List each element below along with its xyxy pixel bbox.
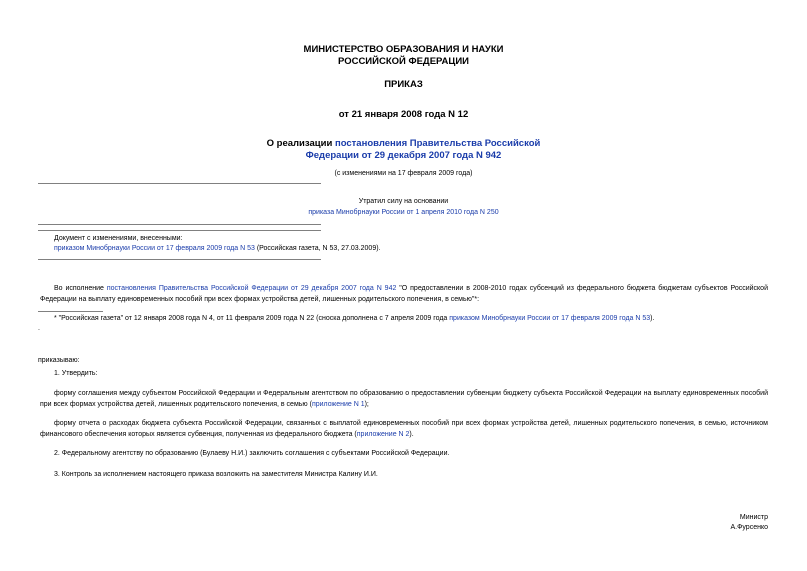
intro-rest: "О предоставлении в 2008-2010 годах субсенций из федерального бюджета бюджетам субъектов Российской Федерации на выплату единовременных пособий при всех формах устройства детей, лишенных родительского попечения, в семью"*: xyxy=(40,285,768,303)
footnote xyxy=(54,315,654,322)
item-2: 2. Федеральному агентству по образованию (Булаеву Н.И.) заключить соглашения с субъектами Российской Федерации. xyxy=(54,450,450,457)
item-3: 3. Контроль за исполнением настоящего приказа возложить на заместителя Министра Калину И.И. xyxy=(54,471,378,478)
ministry-name-line1: МИНИСТЕРСТВО ОБРАЗОВАНИЯ И НАУКИ xyxy=(303,44,504,55)
item-1b-link[interactable]: приложение N 2 xyxy=(356,431,410,438)
intro-link[interactable]: постановления Правительства Российской Федерации от 29 декабря 2007 года N 942 xyxy=(106,285,397,292)
expired-link[interactable]: приказа Минобрнауки России от 1 апреля 2010 года N 250 xyxy=(308,209,499,216)
item-1: 1. Утвердить: xyxy=(54,370,98,377)
amendments-heading: Документ с изменениями, внесенными: xyxy=(54,235,183,242)
expired-note: Утратил силу на основании xyxy=(358,198,449,205)
amendments-suffix: (Российская газета, N 53, 27.03.2009). xyxy=(254,245,381,252)
item-1a-suffix: ); xyxy=(364,401,369,408)
title-prefix: О реализации xyxy=(266,138,335,149)
item-1a-text: форму соглашения между субъектом Российской Федерации и Федеральным агентством по образованию о предоставлении субвенции бюджету субъекта Российской Федерации на выплату единовременных пособий при всех формах устройства детей, лишенных родительского попечения, в семью ( xyxy=(40,390,768,408)
item-1b-suffix: ). xyxy=(409,431,414,438)
item-1a-paragraph xyxy=(40,388,768,410)
item-1b-paragraph xyxy=(40,418,768,440)
revision-note: (с изменениями на 17 февраля 2009 года) xyxy=(334,170,473,177)
item-1b-text: форму отчета о расходах бюджета субъекта Российской Федерации, связанных с выплатой единовременных пособий при всех формах устройства детей, лишенных родительского попечения, в семью, источником финансового обеспечения которых является субвенция, полученная из федерального бюджета ( xyxy=(40,420,768,438)
footnote-rule xyxy=(38,311,103,312)
signature-position: Министр xyxy=(739,514,768,521)
document-type: ПРИКАЗ xyxy=(384,79,423,90)
amendments-line xyxy=(54,245,381,252)
intro-paragraph xyxy=(40,283,768,305)
separator-rule xyxy=(38,259,321,260)
intro-prefix: Во исполнение xyxy=(54,285,107,292)
document-title-line1 xyxy=(0,138,807,149)
ministry-name-line2: РОССИЙСКОЙ ФЕДЕРАЦИИ xyxy=(337,56,469,67)
title-link-part2[interactable]: Федерации от 29 декабря 2007 года N 942 xyxy=(305,150,502,161)
footnote-text: * "Российская газета" от 12 января 2008 года N 4, от 11 февраля 2009 года N 22 (сноска дополнена с 7 апреля 2009 года xyxy=(54,315,450,322)
footnote-dot: . xyxy=(38,325,40,332)
item-1a-link[interactable]: приложение N 1 xyxy=(311,401,365,408)
separator-rule xyxy=(38,224,321,225)
footnote-suffix: ). xyxy=(650,315,655,322)
title-link-part1[interactable]: постановления Правительства Российской xyxy=(334,138,541,149)
signature-name: А.Фурсенко xyxy=(730,524,768,531)
separator-rule xyxy=(38,183,321,184)
amendments-link[interactable]: приказом Минобрнауки России от 17 февраля 2009 года N 53 xyxy=(54,245,255,252)
document-date-number: от 21 января 2008 года N 12 xyxy=(338,109,469,120)
separator-rule xyxy=(38,230,321,231)
order-word: приказываю: xyxy=(38,357,80,364)
footnote-link[interactable]: приказом Минобрнауки России от 17 февраля 2009 года N 53 xyxy=(449,315,651,322)
